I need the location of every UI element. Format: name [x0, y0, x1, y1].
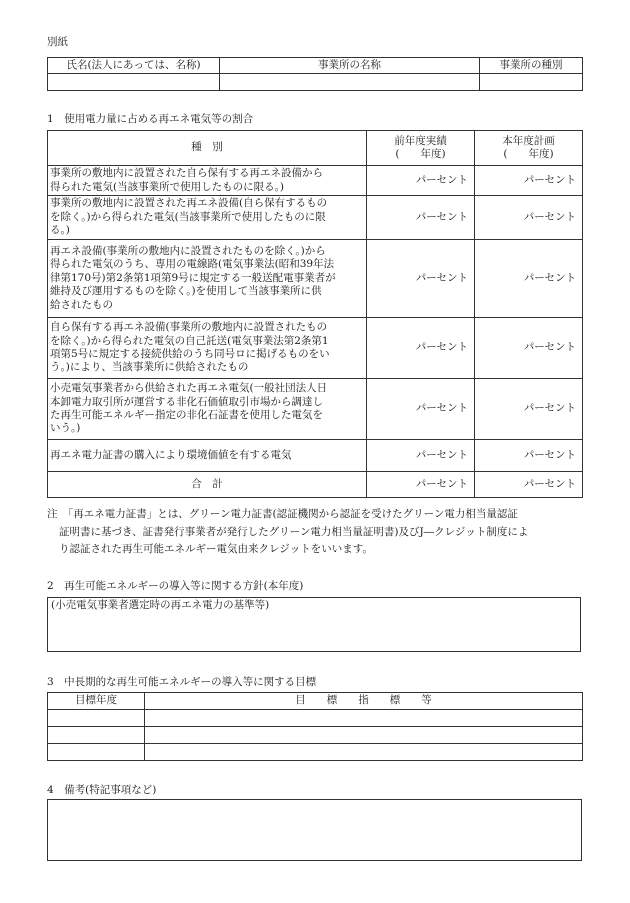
- curr-year-value-field[interactable]: パーセント: [475, 440, 583, 472]
- applicant-table: [47, 57, 583, 91]
- section2-title: 2 再生可能エネルギーの導入等に関する方針(本年度): [47, 580, 304, 592]
- category-text: 事業所の敷地内に設置された自ら保有する再エネ設備から: [50, 167, 323, 180]
- target-indicator-field[interactable]: [145, 744, 583, 761]
- policy-textarea[interactable]: [47, 597, 581, 652]
- category-text: 再エネ設備(事業所の敷地内に設置されたものを除く。)から: [50, 244, 326, 257]
- target-year-field[interactable]: [48, 727, 145, 744]
- target-indicator-field[interactable]: [145, 727, 583, 744]
- note-line: 証明書に基づき、証書発行事業者が発行したグリーン電力相当量証明書)及びJ―クレジット制度によ: [59, 526, 529, 538]
- category-text: 律第170号)第2条第1項第9号に規定する一般送配電事業者が: [50, 271, 336, 284]
- category-cell: [48, 196, 367, 240]
- category-text: 得られた電気のうち、専用の電線路(電気事業法(昭和39年法: [50, 258, 335, 271]
- facility-name-header: 事業所の名称: [220, 58, 480, 74]
- target-year-header: 目標年度: [48, 693, 145, 710]
- target-indicator-header: 目 標 指 標 等: [145, 693, 583, 710]
- note-line: り認証された再生可能エネルギー電気由来クレジットをいいます。: [59, 543, 373, 555]
- prev-year-header: [367, 131, 475, 166]
- section1-title: 1 使用電力量に占める再エネ電気等の割合: [47, 113, 254, 125]
- applicant-name-header: 氏名(法人にあっては、名称): [48, 58, 220, 74]
- facility-type-field[interactable]: [480, 74, 583, 91]
- note-line: 注 「再エネ電力証書」とは、グリーン電力証書(認証機関から認証を受けたグリーン電力相当量認証: [47, 508, 518, 520]
- prev-year-value-field[interactable]: パーセント: [367, 440, 475, 472]
- category-cell: [48, 379, 367, 440]
- curr-year-value-field[interactable]: パーセント: [475, 196, 583, 240]
- applicant-name-field[interactable]: [48, 74, 220, 91]
- curr-year-header-year: ( 年度): [503, 148, 554, 160]
- category-text: いう。): [50, 422, 81, 435]
- category-cell: [48, 318, 367, 379]
- category-text: 小売電気事業者から供給された再エネ電気(一般社団法人日: [50, 382, 328, 395]
- prev-year-value-field[interactable]: パーセント: [367, 166, 475, 196]
- facility-name-field[interactable]: [220, 74, 480, 91]
- renewable-ratio-table: [47, 130, 583, 498]
- section3-title: 3 中長期的な再生可能エネルギーの導入等に関する目標: [47, 676, 317, 688]
- table-row: [48, 727, 583, 744]
- category-cell: [48, 440, 367, 472]
- category-text: 項第5号に規定する接続供給のうち同号ロに掲げるものをい: [50, 348, 330, 360]
- prev-year-value-field[interactable]: パーセント: [367, 379, 475, 440]
- document-label: 別紙: [47, 36, 68, 48]
- target-table: [47, 692, 583, 761]
- category-text: う。)により、当該事業所に供給されたもの: [50, 361, 249, 374]
- category-text: 得られた電気(当該事業所で使用したものに限る。): [50, 180, 284, 193]
- table-row: [48, 166, 583, 196]
- target-indicator-field[interactable]: [145, 710, 583, 727]
- category-text: 維持及び運用するものを除く。)を使用して当該事業所に供: [50, 285, 322, 298]
- category-header: 種 別: [48, 131, 367, 166]
- category-cell: [48, 166, 367, 196]
- table-row: [48, 744, 583, 761]
- curr-year-header: [475, 131, 583, 166]
- prev-year-value-field[interactable]: パーセント: [367, 196, 475, 240]
- table-row: [48, 240, 583, 318]
- category-text: を除く。)から得られた電気の自己託送(電気事業法第2条第1: [50, 334, 329, 347]
- facility-type-header: 事業所の種別: [480, 58, 583, 74]
- table-row: [48, 318, 583, 379]
- category-text: た再生可能エネルギー指定の非化石証書を使用した電気を: [50, 409, 323, 421]
- curr-year-value-field[interactable]: パーセント: [475, 240, 583, 318]
- category-text: 本卸電力取引所が運営する非化石価値取引市場から調達し: [50, 395, 323, 408]
- curr-year-header-label: 本年度計画: [502, 134, 555, 147]
- total-row: [48, 472, 583, 498]
- curr-year-value-field[interactable]: パーセント: [475, 379, 583, 440]
- table-row: [48, 379, 583, 440]
- table-row: [48, 710, 583, 727]
- category-text: 自ら保有する再エネ設備(事業所の敷地内に設置されたもの: [50, 321, 328, 334]
- remarks-textarea[interactable]: [47, 799, 582, 861]
- prev-year-header-year: ( 年度): [395, 148, 446, 160]
- table-row: [48, 196, 583, 240]
- total-label: 合 計: [48, 472, 367, 498]
- section4-title: 4 備考(特記事項など): [47, 784, 157, 796]
- prev-year-value-field[interactable]: パーセント: [367, 318, 475, 379]
- target-year-field[interactable]: [48, 744, 145, 761]
- category-text: 給されたもの: [50, 298, 113, 311]
- prev-year-header-label: 前年度実績: [394, 134, 447, 147]
- policy-hint: (小売電気事業者選定時の再エネ電力の基準等): [51, 599, 270, 611]
- target-year-field[interactable]: [48, 710, 145, 727]
- curr-year-total-field[interactable]: パーセント: [475, 472, 583, 498]
- category-text: を除く。)から得られた電気(当該事業所で使用したものに限: [50, 210, 326, 223]
- curr-year-value-field[interactable]: パーセント: [475, 166, 583, 196]
- category-text: 事業所の敷地内に設置された再エネ設備(自ら保有するもの: [50, 197, 328, 210]
- table-row: [48, 440, 583, 472]
- curr-year-value-field[interactable]: パーセント: [475, 318, 583, 379]
- category-text: る。): [50, 224, 70, 237]
- category-text: 再エネ電力証書の購入により環境価値を有する電気: [50, 448, 292, 461]
- category-cell: [48, 240, 367, 318]
- prev-year-total-field[interactable]: パーセント: [367, 472, 475, 498]
- prev-year-value-field[interactable]: パーセント: [367, 240, 475, 318]
